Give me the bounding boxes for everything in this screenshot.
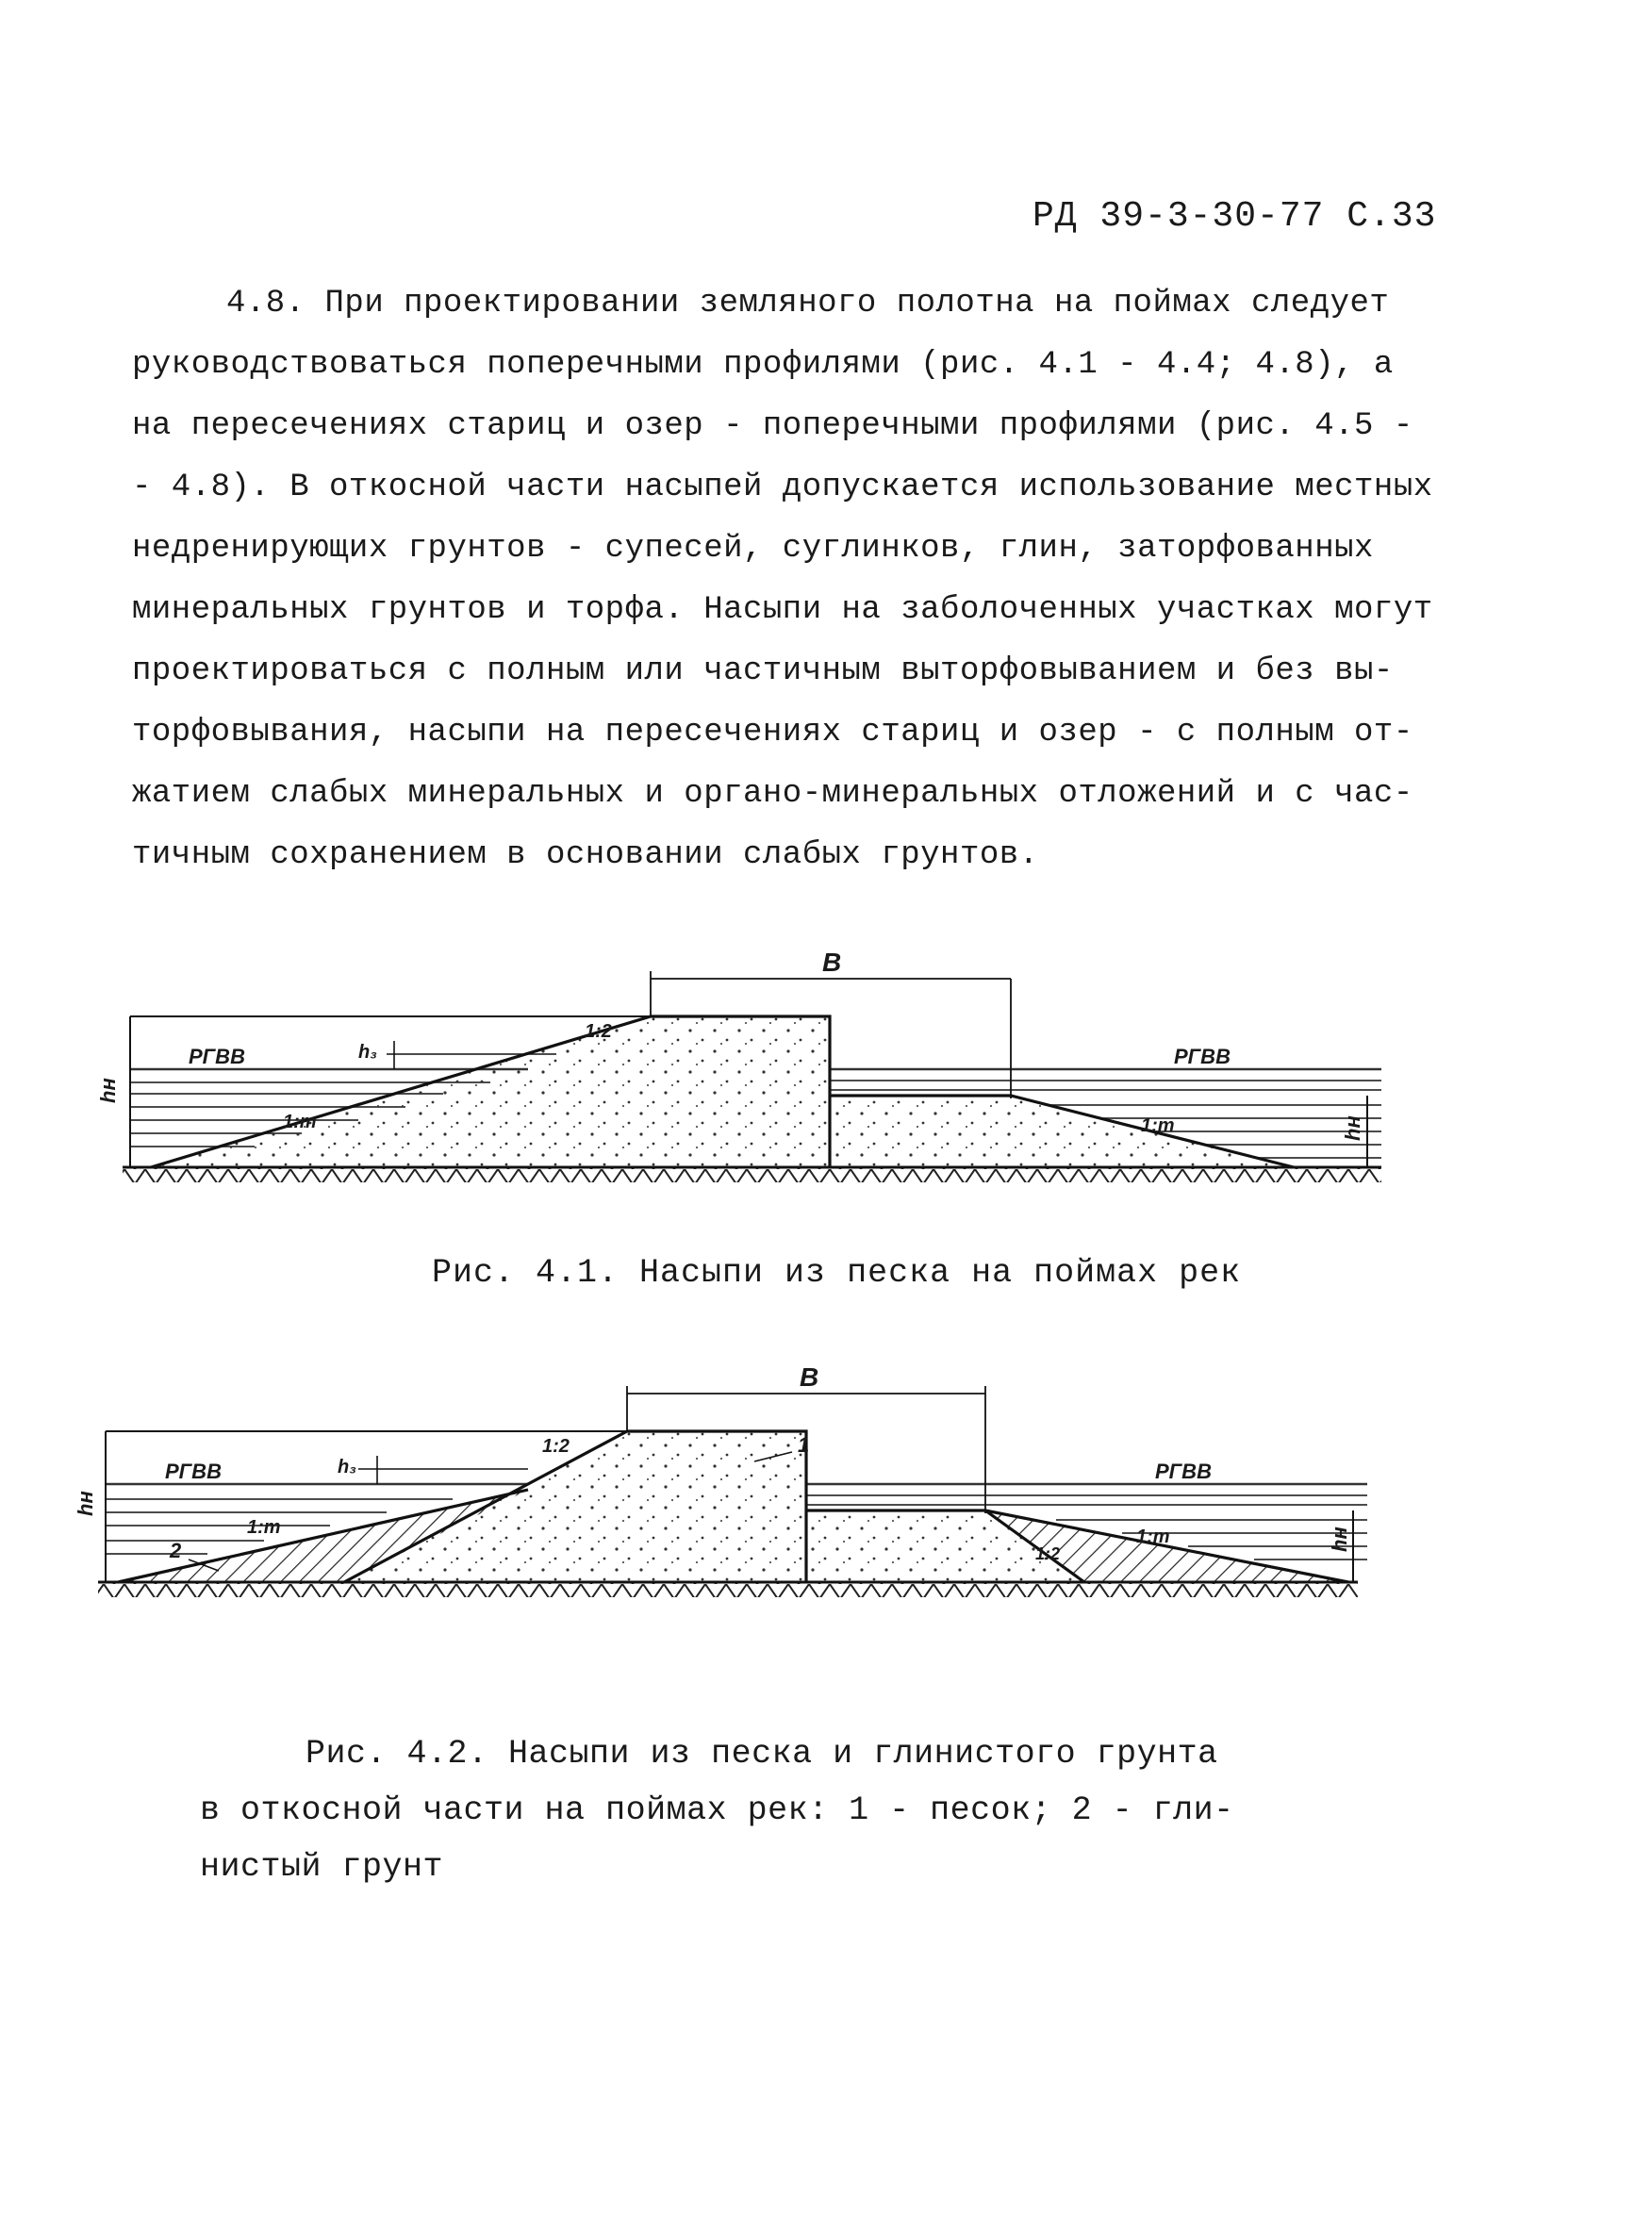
figure-4-1-drawing — [0, 943, 1652, 1226]
figure-4-1-caption: Рис. 4.1. Насыпи из песка на поймах рек — [432, 1254, 1242, 1292]
section-4-8-paragraph — [132, 273, 1433, 886]
fig2-slope-left-label: 1:m — [247, 1517, 281, 1538]
figure-4-1 — [0, 943, 1652, 1226]
fig1-slope-left-label: 1:m — [283, 1112, 317, 1132]
fig2-height-right-label: hн — [1328, 1527, 1351, 1552]
paragraph-line: на пересечениях стариц и озер - поперечными профилями (рис. 4.5 - — [132, 408, 1413, 444]
fig2-freeboard-label: h₃ — [338, 1457, 356, 1477]
embankment-sand-body — [151, 1016, 830, 1167]
fig2-water-level-left: РГВВ — [165, 1460, 222, 1483]
paragraph-line: - 4.8). В откосной части насыпей допускается использование местных — [132, 470, 1433, 505]
fig2-sand-marker: 1 — [798, 1433, 810, 1457]
fig1-height-right-label: hн — [1341, 1115, 1364, 1141]
fig2-width-label: B — [800, 1362, 819, 1392]
fig2-clay-marker: 2 — [170, 1539, 182, 1562]
figure-4-2-caption — [200, 1725, 1237, 1895]
caption-line: нистый грунт — [200, 1848, 444, 1886]
fig1-freeboard-label: h₃ — [358, 1042, 377, 1063]
paragraph-line: 4.8. При проектировании земляного полотна на поймах следует — [226, 286, 1390, 322]
figure-4-2-drawing — [0, 1358, 1652, 1641]
fig1-slope-right-label: 1:m — [1141, 1115, 1175, 1136]
paragraph-line: жатием слабых минеральных и органо-минеральных отложений и с час- — [132, 776, 1413, 812]
page-header: РД 39-3-30-77 С.33 — [1032, 196, 1437, 237]
paragraph-line: недренирующих грунтов - супесей, суглинков, глин, заторфованных — [132, 531, 1374, 567]
caption-line: Рис. 4.2. Насыпи из песка и глинистого грунта — [306, 1735, 1218, 1773]
fig1-width-label: B — [822, 948, 842, 977]
caption-line: в откосной части на поймах рек: 1 - песок; 2 - гли- — [200, 1791, 1234, 1829]
paragraph-line: минеральных грунтов и торфа. Насыпи на заболоченных участках могут — [132, 592, 1433, 628]
fig1-water-level-left: РГВВ — [189, 1045, 245, 1068]
fig2-slope-top-label: 1:2 — [542, 1436, 570, 1457]
fig2-slope-inner-label: 1:2 — [1035, 1544, 1061, 1563]
fig1-slope-top-label: 1:2 — [585, 1021, 612, 1042]
paragraph-line: тичным сохранением в основании слабых грунтов. — [132, 837, 1039, 873]
fig1-water-level-right: РГВВ — [1174, 1045, 1231, 1068]
fig2-slope-right-label: 1:m — [1136, 1527, 1170, 1547]
fig1-height-left-label: hн — [96, 1078, 120, 1103]
ground-hatch — [98, 1582, 1358, 1597]
paragraph-line: торфовывания, насыпи на пересечениях стариц и озер - с полным от- — [132, 715, 1413, 751]
paragraph-line: проектироваться с полным или частичным выторфовыванием и без вы- — [132, 653, 1394, 689]
ground-hatch — [123, 1167, 1381, 1182]
embankment-sand-body — [344, 1431, 806, 1582]
figure-4-2 — [0, 1358, 1652, 1641]
fig2-height-left-label: hн — [74, 1491, 97, 1516]
paragraph-line: руководствоваться поперечными профилями (рис. 4.1 - 4.4; 4.8), а — [132, 347, 1394, 383]
fig2-water-level-right: РГВВ — [1155, 1460, 1212, 1483]
